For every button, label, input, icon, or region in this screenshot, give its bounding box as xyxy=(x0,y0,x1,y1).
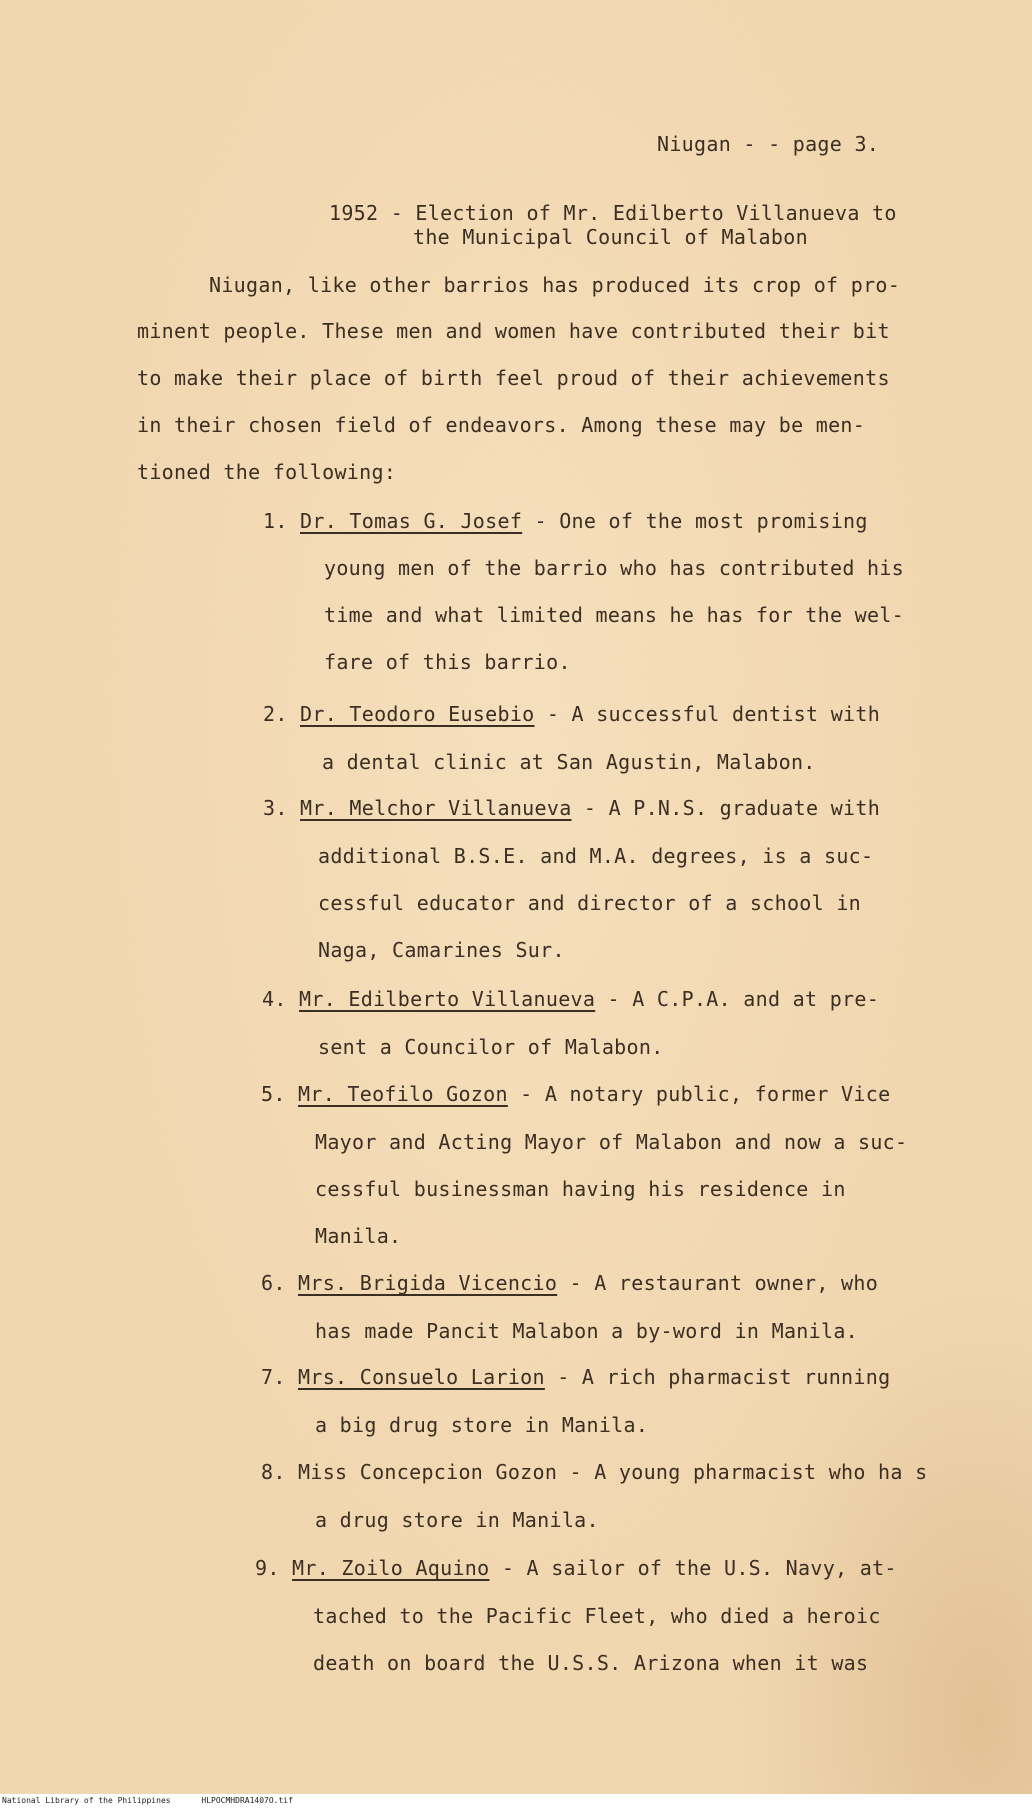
intro-line: in their chosen field of endeavors. Among these may be men- xyxy=(137,413,866,437)
person-name: Dr. Tomas G. Josef xyxy=(300,509,523,533)
item-description: - A C.P.A. and at pre- xyxy=(595,987,880,1011)
subheading-line-2: the Municipal Council of Malabon xyxy=(413,225,808,249)
list-item-5 xyxy=(261,1081,890,1107)
item-number: 6. xyxy=(261,1271,286,1295)
item-number: 1. xyxy=(263,509,288,533)
list-item-9 xyxy=(255,1555,897,1581)
intro-line: minent people. These men and women have contributed their bit xyxy=(137,319,890,343)
item-description: - A restaurant owner, who xyxy=(557,1271,879,1295)
list-item-2 xyxy=(263,701,880,727)
person-name: Mr. Teofilo Gozon xyxy=(298,1082,508,1106)
list-item-4 xyxy=(262,986,879,1012)
item-description: Miss Concepcion Gozon - A young pharmacist who ha s xyxy=(298,1460,928,1484)
item-description: - A sailor of the U.S. Navy, at- xyxy=(489,1556,897,1580)
item-description: - A notary public, former Vice xyxy=(507,1082,891,1106)
item-continuation: time and what limited means he has for the wel- xyxy=(324,603,905,627)
item-number: 2. xyxy=(263,702,288,726)
item-continuation: young men of the barrio who has contributed his xyxy=(324,556,905,580)
list-item-7 xyxy=(261,1364,890,1390)
list-item-6 xyxy=(261,1270,878,1296)
page-label: Niugan - - page 3. xyxy=(657,132,880,156)
item-continuation: a dental clinic at San Agustin, Malabon. xyxy=(322,750,816,774)
person-name: Dr. Teodoro Eusebio xyxy=(300,702,535,726)
person-name: Mr. Melchor Villanueva xyxy=(300,796,572,820)
item-description: - One of the most promising xyxy=(522,509,868,533)
person-name: Mrs. Consuelo Larion xyxy=(298,1365,545,1389)
item-number: 3. xyxy=(263,796,288,820)
item-description: - A P.N.S. graduate with xyxy=(571,796,881,820)
item-description: - A successful dentist with xyxy=(534,702,881,726)
item-number: 5. xyxy=(261,1082,286,1106)
person-name: Mrs. Brigida Vicencio xyxy=(298,1271,558,1295)
item-continuation: Mayor and Acting Mayor of Malabon and now a suc- xyxy=(315,1130,908,1154)
item-number: 8. xyxy=(261,1460,286,1484)
list-item-8 xyxy=(261,1459,927,1485)
footer-library: National Library of the Philippines xyxy=(2,1796,171,1805)
item-continuation: sent a Councilor of Malabon. xyxy=(318,1035,664,1059)
list-item-3 xyxy=(263,795,880,821)
item-continuation: has made Pancit Malabon a by-word in Manila. xyxy=(315,1319,859,1343)
item-number: 9. xyxy=(255,1556,280,1580)
item-continuation: cessful businessman having his residence in xyxy=(315,1177,846,1201)
list-item-1 xyxy=(263,508,868,534)
item-continuation: fare of this barrio. xyxy=(324,650,571,674)
item-continuation: tached to the Pacific Fleet, who died a heroic xyxy=(313,1604,881,1628)
subheading-line-1: 1952 - Election of Mr. Edilberto Villanueva to xyxy=(329,201,897,225)
person-name: Mr. Zoilo Aquino xyxy=(292,1556,490,1580)
person-name: Mr. Edilberto Villanueva xyxy=(299,987,596,1011)
item-continuation: a drug store in Manila. xyxy=(315,1508,599,1532)
item-continuation: Naga, Camarines Sur. xyxy=(318,938,565,962)
item-continuation: Manila. xyxy=(315,1224,402,1248)
item-continuation: death on board the U.S.S. Arizona when it was xyxy=(313,1651,869,1675)
item-continuation: cessful educator and director of a school in xyxy=(318,891,862,915)
intro-line: to make their place of birth feel proud of their achievements xyxy=(137,366,890,390)
item-number: 7. xyxy=(261,1365,286,1389)
item-continuation: a big drug store in Manila. xyxy=(315,1413,649,1437)
item-continuation: additional B.S.E. and M.A. degrees, is a suc- xyxy=(318,844,874,868)
scan-footer xyxy=(0,1794,1032,1808)
intro-line: Niugan, like other barrios has produced its crop of pro- xyxy=(209,273,901,297)
item-description: - A rich pharmacist running xyxy=(544,1365,891,1389)
item-number: 4. xyxy=(262,987,287,1011)
footer-file: HLPOCMHDRA1407O.tif xyxy=(201,1796,293,1805)
intro-line: tioned the following: xyxy=(137,460,397,484)
